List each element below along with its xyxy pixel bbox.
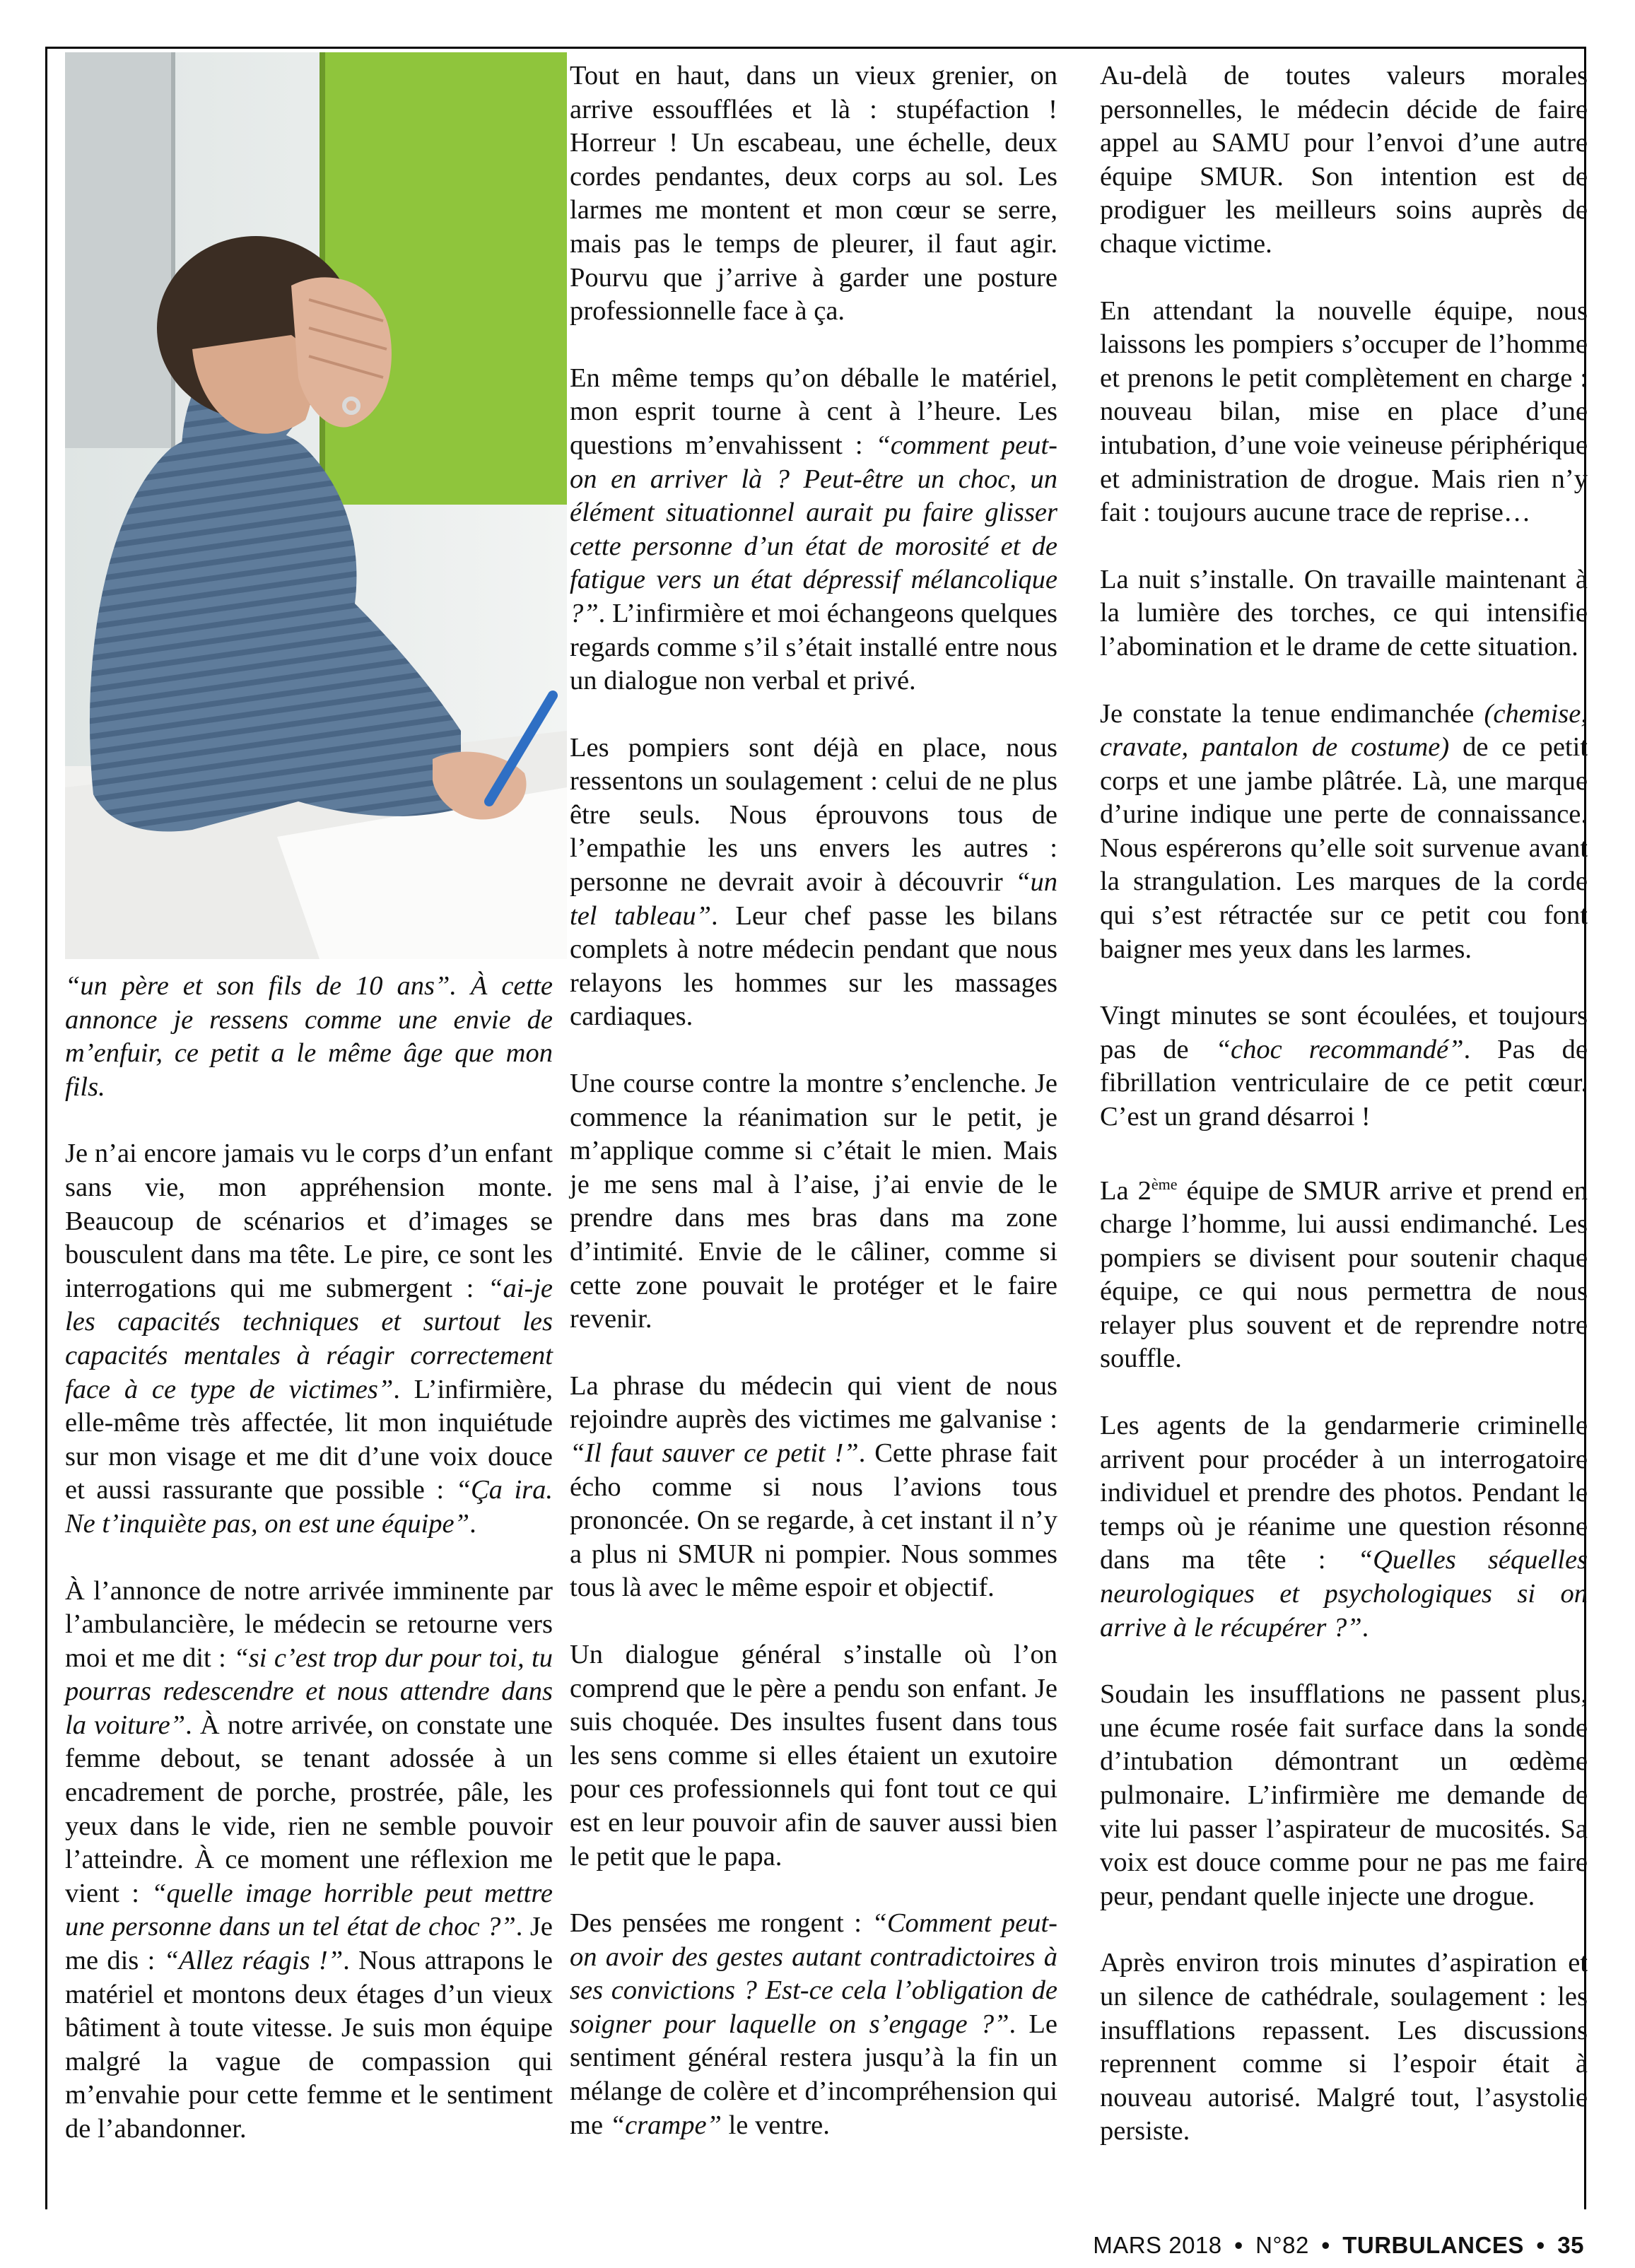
text: . (469, 1508, 476, 1539)
quote: “Comment peut-on avoir des gestes autant contradictoires à ses convictions ? Est-ce cela l’obligation de soigner pour laquelle on s’engage ?” (570, 1908, 1057, 2039)
text: . Pas de fibrillation ventriculaire de ce petit cœur. C’est un grand désarroi ! (1100, 1034, 1588, 1132)
paragraph: Un dialogue général s’installe où l’on comprend que le père a pendu son enfant. Je suis choquée. Des insultes fusent dans tous les sens comme si elles étaient un exutoire pour ces professionnels qui font tout ce qui est en leur pouvoir afin de sauver aussi bien le petit que le papa. (570, 1639, 1057, 1872)
article-column-1 (65, 970, 553, 2146)
quote: “un tel tableau” (570, 867, 1057, 931)
text: . Nous attrapons le matériel et montons deux étages d’un vieux bâtiment à toute vitesse. Je suis mon équipe malgré la vague de compassion qui m’envahie pour cette femme et le sentiment de l’abandonner. (65, 1946, 553, 2144)
footer-separator: • (1321, 2232, 1330, 2258)
footer-issue: N°82 (1255, 2232, 1309, 2258)
paragraph: Soudain les insufflations ne passent plus, une écume rosée fait surface dans la sonde d’intubation démontrant un œdème pulmonaire. L’infirmière me demande de vite lui passer l’aspirateur de mucosités. Sa voix est douce comme pour ne pas me faire peur, pendant quelle injecte une drogue. (1100, 1679, 1588, 1911)
text: Vingt minutes se sont écoulées, et toujours pas de (1100, 1001, 1588, 1064)
paragraph (65, 1137, 553, 1541)
paragraph: En attendant la nouvelle équipe, nous laissons les pompiers s’occuper de l’homme et prenons le petit complètement en charge : nouveau bilan, mise en place d’une intubation, d’une voie veineuse périphérique et administration de drogue. Mais rien n’y fait : toujours aucune trace de reprise… (1100, 295, 1588, 528)
text: équipe de SMUR arrive et prend en charge l’homme, lui aussi endimanché. Les pompiers se divisent pour soutenir chaque équipe, ce qui nous permettra de nous relayer plus souvent et de reprendre notre souffle. (1100, 1175, 1588, 1374)
text: de ce petit corps et une jambe plâtrée. Là, une marque d’urine indique une perte de connaissance. Nous espérerons qu’elle soit survenue avant la strangulation. Les marques de la corde qui s’est rétractée sur ce petit cou font baigner mes yeux dans les larmes. (1100, 732, 1588, 964)
article-column-3 (1100, 59, 1588, 2149)
text: À l’annonce de notre arrivée imminente par l’ambulancière, le médecin se retourne vers moi et me dit : (65, 1575, 553, 1673)
text: La 2 (1100, 1175, 1151, 1206)
paragraph (1100, 999, 1588, 1134)
text: . Cette phrase fait écho comme si nous l’avions tous prononcée. On se regarde, à cet instant il n’y a plus ni SMUR ni pompier. Nous sommes tous là avec le même espoir et objectif. (570, 1438, 1057, 1603)
footer-separator: • (1234, 2232, 1243, 2258)
article-photo (65, 52, 567, 959)
text: . À notre arrivée, on constate une femme debout, se tenant adossée à un encadrement de porche, prostrée, pâle, les yeux dans le vide, rien ne semble pouvoir l’atteindre. À ce moment une réflexion me vient : (65, 1710, 553, 1908)
paragraph: Au-delà de toutes valeurs morales personnelles, le médecin décide de faire appel au SAMU pour l’envoi d’une autre équipe SMUR. Son intention est de prodiguer les meilleurs soins auprès de chaque victime. (1100, 61, 1588, 259)
quote: “Il faut sauver ce petit !” (570, 1438, 859, 1468)
paragraph: Tout en haut, dans un vieux grenier, on arrive essoufflées et là : stupéfaction ! Horreur ! Un escabeau, une échelle, deux cordes pendantes, deux corps au sol. Les larmes me montent et mon cœur se serre, mais pas le temps de pleurer, il faut agir. Pourvu que j’arrive à garder une posture professionnelle face à ça. (570, 61, 1057, 327)
footer-separator: • (1536, 2232, 1545, 2258)
text: Les agents de la gendarmerie criminelle arrivent pour procéder à un interrogatoire individuel et prendre des photos. Pendant le temps où je réanime une question résonne dans ma tête : (1100, 1411, 1588, 1575)
footer-date: MARS 2018 (1093, 2232, 1222, 2258)
paragraph: Une course contre la montre s’enclenche. Je commence la réanimation sur le petit, je m’applique comme si c’était le mien. Mais je me sens mal à l’aise, j’ai envie de le prendre dans mes bras dans ma zone d’intimité. Envie de le câliner, comme si cette zone pouvait le protéger et le faire revenir. (570, 1069, 1057, 1334)
quote: “crampe” (609, 2110, 722, 2140)
quote: “Quelles séquelles neurologiques et psychologiques si on arrive à le récupérer ?” (1100, 1545, 1588, 1643)
footer-magazine-name: TURBULANCES (1342, 2232, 1524, 2258)
text: Des pensées me rongent : (570, 1908, 872, 1939)
text: Je constate la tenue endimanchée (1100, 698, 1484, 729)
quote: “quelle image horrible peut mettre une personne dans un tel état de choc ?” (65, 1878, 553, 1942)
text: La phrase du médecin qui vient de nous rejoindre auprès des victimes me galvanise : (570, 1370, 1057, 1435)
quote: “Ça ira. Ne t’inquiète pas, on est une équipe” (65, 1475, 553, 1539)
text: . Le sentiment général restera jusqu’à la fin un mélange de colère et d’incompréhension qui me (570, 2009, 1058, 2140)
photo-illustration (65, 52, 567, 959)
paragraph (65, 970, 553, 1104)
page-number: 35 (1557, 2232, 1584, 2258)
quote: “choc recommandé” (1215, 1034, 1464, 1064)
quote: “comment peut-on en arriver là ? Peut-être un choc, un élément situationnel aurait pu faire glisser cette personne d’un état de morosité et de fatigue vers un état dépressif mélancolique ?” (570, 430, 1057, 628)
quote: “un père et son fils de 10 ans”. À cette annonce je ressens comme une envie de m’enfuir, ce petit a le même âge que mon fils. (65, 971, 553, 1102)
quote: “si c’est trop dur pour toi, tu pourras redescendre et nous attendre dans la voiture” (65, 1643, 553, 1740)
page-footer (1093, 2232, 1584, 2259)
text: le ventre. (721, 2110, 830, 2140)
text: . L’infirmière, elle-même très affectée, lit mon inquiétude sur mon visage et me dit d’une voix douce et aussi rassurante que possible : (65, 1374, 553, 1505)
paragraph (1100, 1409, 1588, 1645)
text: . Je me dis : (65, 1912, 553, 1976)
text: . (1361, 1612, 1369, 1643)
text: Les pompiers sont déjà en place, nous ressentons un soulagement : celui de ne plus être seuls. Nous éprouvons tous de l’empathie les uns envers les autres : personne ne devrait avoir à découvrir (570, 732, 1057, 898)
quote: (chemise, cravate, pantalon de costume) (1100, 698, 1588, 763)
article-column-2 (570, 59, 1057, 2142)
paragraph (65, 1575, 553, 2146)
paragraph (570, 1370, 1057, 1605)
paragraph (570, 731, 1057, 1034)
paragraph (1100, 1168, 1588, 1376)
paragraph: La nuit s’installe. On travaille maintenant à la lumière des torches, ce qui intensifie l’abomination et le drame de cette situation. (1100, 564, 1588, 662)
paragraph (570, 362, 1057, 698)
quote: “Allez réagis !” (163, 1946, 344, 1976)
paragraph (1100, 698, 1588, 967)
text: . L’infirmière et moi échangeons quelques regards comme s’il s’était installé entre nous un dialogue non verbal et privé. (570, 598, 1057, 696)
paragraph: Après environ trois minutes d’aspiration et un silence de cathédrale, soulagement : les insufflations repassent. Les discussions reprennent comme si l’espoir était à nouveau autorisé. Malgré tout, l’asystolie persiste. (1100, 1948, 1588, 2146)
quote: “ai-je les capacités techniques et surtout les capacités mentales à réagir correctement face à ce type de victimes” (65, 1273, 553, 1404)
text: En même temps qu’on déballe le matériel, mon esprit tourne à cent à l’heure. Les questions m’envahissent : (570, 363, 1057, 460)
paragraph (570, 1907, 1057, 2142)
text: Je n’ai encore jamais vu le corps d’un enfant sans vie, mon appréhension monte. Beaucoup de scénarios et d’images se bousculent dans ma tête. Le pire, ce sont les interrogations qui me submergent : (65, 1139, 553, 1303)
text: . Leur chef passe les bilans complets à notre médecin pendant que nous relayons les hommes sur les massages cardiaques. (570, 900, 1058, 1032)
superscript: ème (1151, 1175, 1178, 1193)
